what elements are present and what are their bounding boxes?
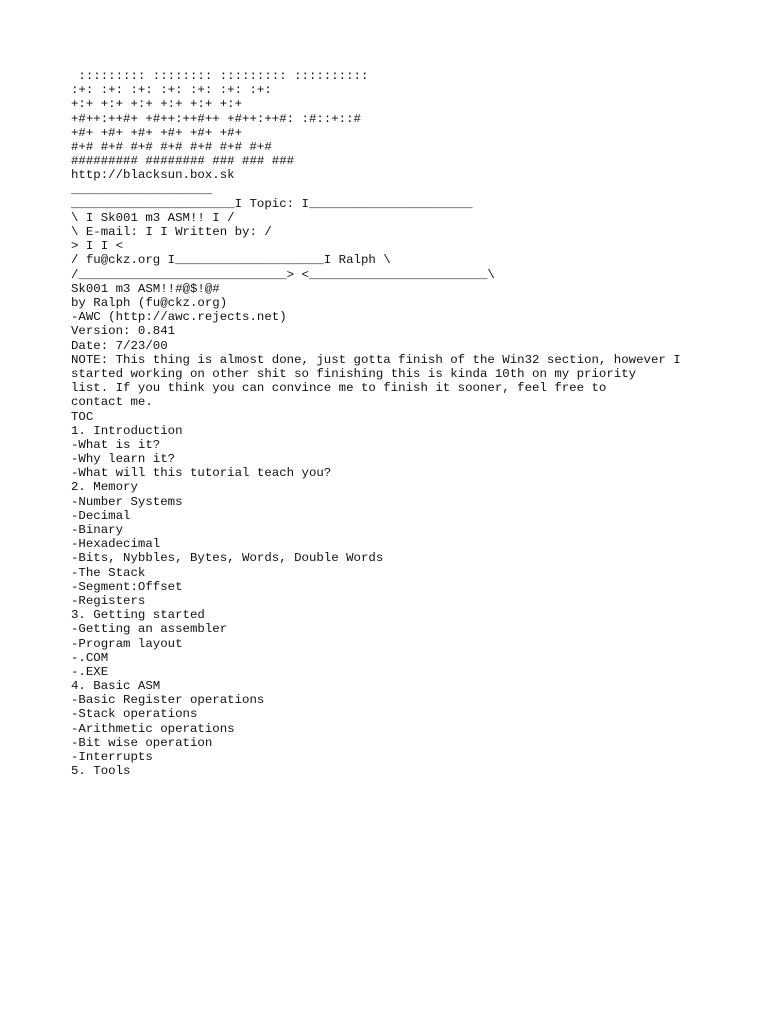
note-paragraph-line: started working on other shit so finishing this is kinda 10th on my priority (71, 366, 637, 381)
toc-item: -Interrupts (71, 750, 153, 764)
toc-section: 2. Memory (71, 480, 138, 495)
toc-item: -What is it? (71, 437, 161, 452)
header-box-line: /____________________________> <________________________\ (71, 267, 495, 282)
header-box-line: > I I < (71, 239, 124, 254)
note-paragraph-line: contact me. (71, 395, 153, 410)
header-box-line: ______________________I Topic: I______________________ (71, 196, 473, 211)
header-box-line: ___________________ (71, 182, 213, 197)
toc-item: -Binary (71, 523, 124, 537)
ascii-art-line: ::::::::: :::::::: ::::::::: :::::::::: (71, 69, 369, 83)
header-box-line: / fu@ckz.org I____________________I Ralph \ (71, 253, 391, 268)
date-line: Date: 7/23/00 (71, 338, 168, 353)
toc-section: 5. Tools (71, 764, 131, 779)
version-line: Version: 0.841 (71, 324, 176, 339)
toc-item: -.EXE (71, 664, 109, 679)
toc-item: -Hexadecimal (71, 537, 161, 552)
toc-section: 3. Getting started (71, 608, 205, 623)
toc-section: 1. Introduction (71, 423, 183, 438)
note-paragraph-line: list. If you think you can convince me to finish it sooner, feel free to (71, 381, 607, 396)
toc-item: -Bits, Nybbles, Bytes, Words, Double Words (71, 551, 384, 566)
toc-heading: TOC (71, 409, 94, 424)
document-text (71, 69, 711, 778)
ascii-art-line: +#+ +#+ +#+ +#+ +#+ +#+ (71, 125, 243, 140)
toc-item: -The Stack (71, 565, 146, 580)
toc-item: -Basic Register operations (71, 693, 265, 708)
header-box-line: \ I Sk001 m3 ASM!! I / (71, 210, 235, 225)
ascii-art-line: :+: :+: :+: :+: :+: :+: :+: (71, 83, 272, 98)
toc-item: -Number Systems (71, 494, 183, 509)
toc-item: -.COM (71, 650, 109, 665)
document-title: Sk001 m3 ASM!!#@$!@# (71, 281, 220, 296)
toc-item: -Segment:Offset (71, 579, 183, 594)
toc-item: -Program layout (71, 636, 183, 651)
website-url: http://blacksun.box.sk (71, 168, 235, 183)
toc-item: -Bit wise operation (71, 735, 213, 750)
ascii-art-line: #+# #+# #+# #+# #+# #+# #+# (71, 139, 272, 154)
author-line: by Ralph (fu@ckz.org) (71, 296, 228, 310)
toc-section: 4. Basic ASM (71, 679, 161, 694)
note-paragraph-line: NOTE: This thing is almost done, just gotta finish of the Win32 section, however I (71, 352, 681, 367)
toc-item: -Getting an assembler (71, 622, 228, 637)
header-box-line: \ E-mail: I I Written by: / (71, 225, 272, 240)
toc-item: -What will this tutorial teach you? (71, 466, 332, 481)
toc-item: -Why learn it? (71, 452, 176, 467)
ascii-art-line: +:+ +:+ +:+ +:+ +:+ +:+ (71, 97, 243, 112)
toc-item: -Registers (71, 593, 146, 608)
toc-item: -Arithmetic operations (71, 721, 235, 736)
ascii-art-line: ######### ######## ### ### ### (71, 154, 295, 169)
toc-item: -Stack operations (71, 707, 198, 722)
toc-item: -Decimal (71, 508, 131, 523)
group-line: -AWC (http://awc.rejects.net) (71, 310, 287, 325)
ascii-art-line: +#++:++#+ +#++:++#++ +#++:++#: :#::+::# (71, 111, 361, 126)
